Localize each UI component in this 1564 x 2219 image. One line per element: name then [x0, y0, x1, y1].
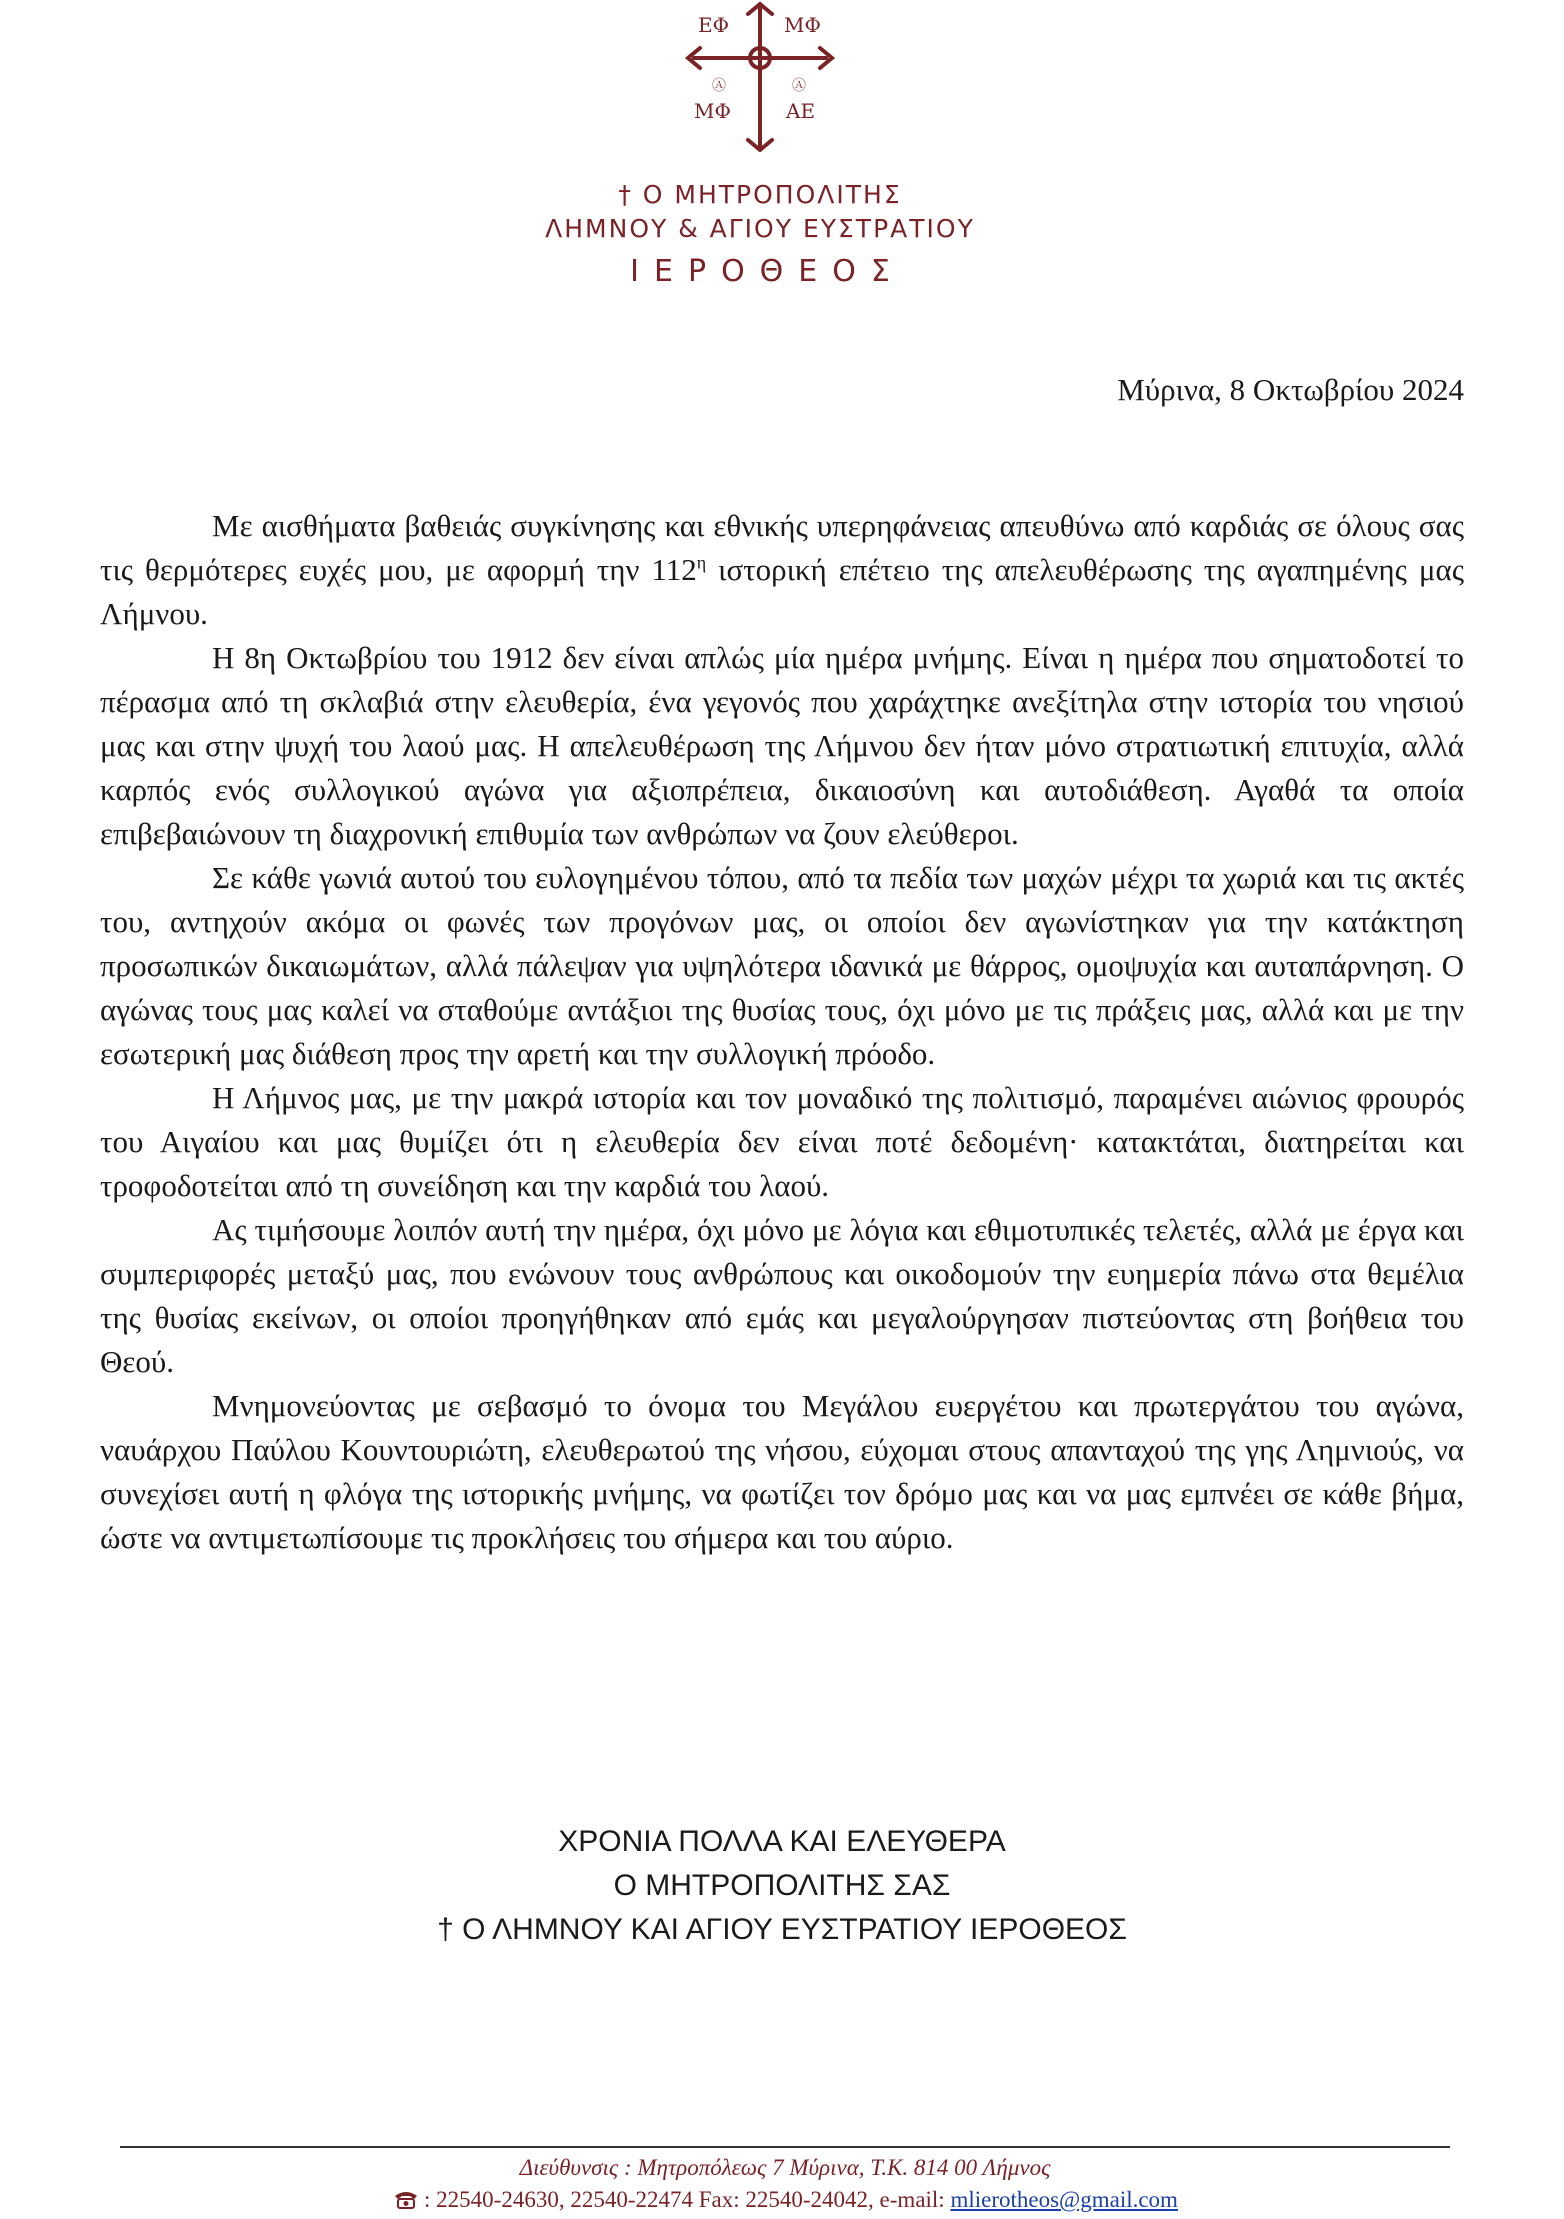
ordinal-superscript: η — [696, 552, 707, 573]
letterhead-title-line1: † Ο ΜΗΤΡΟΠΟΛΙΤΗΣ — [618, 180, 902, 209]
footer-phones: : 22540-24630, 22540-22474 Fax: 22540-24042, e-mail: — [424, 2187, 951, 2212]
letterhead-name: ΙΕΡΟΘΕΟΣ — [630, 254, 905, 289]
paragraph: Μνημονεύοντας με σεβασμό το όνομα του Μεγάλου ευεργέτου και πρωτεργάτου του αγώνα, ναυάρχου Παύλου Κουντουριώτη, ελευθερωτού της νήσου, εύχομαι στους απανταχού της γης Λημνιούς, να συνεχίσει αυτή η φλόγα της ιστορικής μνήμης, να φωτίζει τον δρόμο μας και να μας εμπνέει σε κάθε βήμα, ώστε να αντιμετωπίσουμε τις προκλήσεις του σήμερα και του αύριο. — [100, 1388, 1464, 1555]
svg-text:Ⓐ: Ⓐ — [712, 78, 726, 94]
closing-signature — [300, 1820, 1264, 1952]
letterhead-title-line2: ΛΗΜΝΟΥ & ΑΓΙΟΥ ΕΥΣΤΡΑΤΙΟΥ — [545, 214, 975, 243]
footer — [120, 2152, 1450, 2216]
paragraph: Σε κάθε γωνιά αυτού του ευλογημένου τόπου, από τα πεδία των μαχών μέχρι τα χωριά και τις ακτές του, αντηχούν ακόμα οι φωνές των προγόνων μας, οι οποίοι δεν αγωνίστηκαν για την κατάκτηση προσωπικών δικαιωμάτων, αλλά πάλεψαν για υψηλότερα ιδανικά με θάρρος, ομοψυχία και αυταπάρνηση. Ο αγώνας τους μας καλεί να σταθούμε αντάξιοι της θυσίας τους, όχι μόνο με τις πράξεις μας, αλλά και με την εσωτερική μας διάθεση προς την αρετή και την συλλογική πρόοδο. — [100, 860, 1464, 1071]
double-headed-eagle-cross-emblem-icon — [680, 0, 840, 152]
email-link[interactable]: mlierotheos@gmail.com — [950, 2187, 1178, 2212]
paragraph: Ας τιμήσουμε λοιπόν αυτή την ημέρα, όχι μόνο με λόγια και εθιμοτυπικές τελετές, αλλά με έργα και συμπεριφορές μεταξύ μας, που ενώνουν τους ανθρώπους και οικοδομούν την ευημερία πάνω στα θεμέλια της θυσίας εκείνων, οι οποίοι προηγήθηκαν από εμάς και μεγαλούργησαν πιστεύοντας στη βοήθεια του Θεού. — [100, 1212, 1464, 1379]
closing-signatory: † Ο ΛΗΜΝΟΥ ΚΑΙ ΑΓΙΟΥ ΕΥΣΤΡΑΤΙΟΥ ΙΕΡΟΘΕΟΣ — [437, 1913, 1127, 1946]
svg-text:ΑΕ: ΑΕ — [786, 99, 816, 123]
paragraph: Η 8η Οκτωβρίου του 1912 δεν είναι απλώς μία ημέρα μνήμης. Είναι η ημέρα που σηματοδοτεί το πέρασμα από τη σκλαβιά στην ελευθερία, ένα γεγονός που χαράχτηκε ανεξίτηλα στην ιστορία του νησιού μας και στην ψυχή του λαού μας. Η απελευθέρωση της Λήμνου δεν ήταν μόνο στρατιωτική επιτυχία, αλλά καρπός ενός συλλογικού αγώνα για αξιοπρέπεια, δικαιοσύνη και αυτοδιάθεση. Αγαθά τα οποία επιβεβαιώνουν τη διαχρονική επιθυμία των ανθρώπων να ζουν ελεύθεροι. — [100, 640, 1464, 851]
letter-date: Μύρινα, 8 Οκτωβρίου 2024 — [1117, 372, 1464, 407]
paragraph: Η Λήμνος μας, με την μακρά ιστορία και τον μοναδικό της πολιτισμό, παραμένει αιώνιος φρουρός του Αιγαίου και μας θυμίζει ότι η ελευθερία δεν είναι ποτέ δεδομένη· κατακτάται, διατηρείται και τροφοδοτείται από τη συνείδηση και την καρδιά του λαού. — [100, 1080, 1464, 1203]
paragraph-text: Με αισθήματα βαθειάς συγκίνησης και εθνικής υπερηφάνειας απευθύνω από καρδιάς σε όλους σας τις θερμότερες ευχές μου, με αφορμή την 112 — [100, 508, 1464, 587]
svg-text:ΜΦ: ΜΦ — [784, 13, 821, 37]
paragraph — [100, 504, 1464, 636]
telephone-icon — [392, 2187, 420, 2209]
footer-contact — [120, 2184, 1450, 2216]
svg-text:Ⓐ: Ⓐ — [792, 78, 806, 94]
paragraph-text: ιστορική επέτειο της απελευθέρωσης της αγαπημένης μας Λήμνου. — [100, 552, 1464, 631]
letterhead — [500, 178, 1020, 296]
letter-body — [100, 504, 1464, 1560]
footer-divider — [120, 2146, 1450, 2148]
closing-greeting: ΧΡΟΝΙΑ ΠΟΛΛΑ ΚΑΙ ΕΛΕΥΘΕΡΑ — [558, 1825, 1006, 1858]
footer-address: Διεύθυνσις : Μητροπόλεως 7 Μύρινα, Τ.Κ. 814 00 Λήμνος — [519, 2155, 1051, 2180]
svg-text:ΜΦ: ΜΦ — [694, 99, 731, 123]
closing-title: Ο ΜΗΤΡΟΠΟΛΙΤΗΣ ΣΑΣ — [613, 1869, 951, 1902]
svg-text:ΕΦ: ΕΦ — [698, 13, 729, 37]
